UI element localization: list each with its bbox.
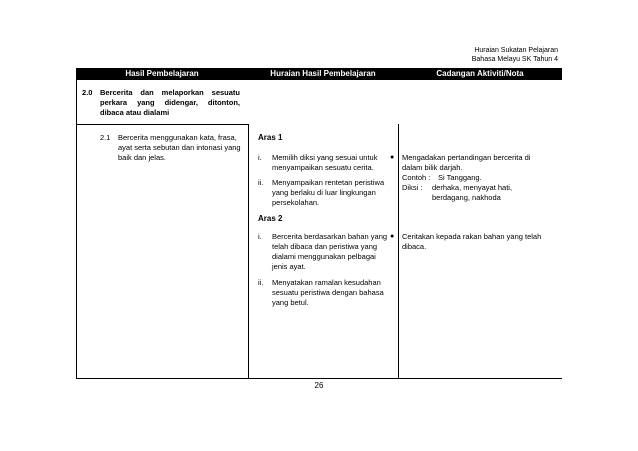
column-header-outcome-description: Huraian Hasil Pembelajaran [270, 69, 376, 78]
document-header-title: Huraian Sukatan Pelajaran [474, 47, 558, 54]
bullet-icon: ● [390, 233, 395, 240]
level-2-item-2-marker: ii. [258, 278, 264, 287]
level-2-item-2-text: Menyatakan ramalan kesudahan sesuatu peristiwa dengan bahasa yang betul. [272, 278, 384, 307]
activity-1-example-value: Si Tanggang. [438, 173, 482, 182]
document-header-subtitle: Bahasa Melayu SK Tahun 4 [471, 56, 558, 63]
activity-1-diksi-value-1: derhaka, menyayat hati, [432, 183, 513, 192]
activity-1-diksi-value-2: berdagang, nakhoda [432, 193, 501, 202]
section-row-divider [76, 124, 248, 125]
level-2-item-1-marker: i. [258, 232, 262, 241]
level-1-item-2-marker: ii. [258, 178, 264, 187]
table-border-bottom [76, 378, 562, 379]
activity-1-example-label: Contoh : [402, 173, 431, 182]
level-1-item-2-text: Menyampaikan rentetan peristiwa yang berlaku di luar lingkungan persekolahan. [272, 178, 385, 207]
activity-1-text: Mengadakan pertandingan bercerita di dalam bilik darjah. [402, 153, 531, 172]
level-1-title: Aras 1 [258, 133, 283, 142]
activity-2-text: Ceritakan kepada rakan bahan yang telah dibaca. [402, 232, 542, 251]
level-1-item-1-text: Memilih diksi yang sesuai untuk menyampaikan sesuatu cerita. [272, 153, 378, 172]
column-header-learning-outcome: Hasil Pembelajaran [125, 69, 199, 78]
activity-1-diksi-label: Diksi : [402, 183, 423, 192]
bullet-icon: ● [390, 154, 395, 161]
column-divider-1 [248, 124, 249, 378]
column-divider-2 [398, 124, 399, 378]
level-2-title: Aras 2 [258, 214, 283, 223]
page-number: 26 [314, 381, 324, 390]
level-2-item-1-text: Bercerita berdasarkan bahan yang telah dibaca dan peristiwa yang dialami menggunakan pelbagai jenis ayat. [272, 232, 388, 271]
section-title: Bercerita dan melaporkan sesuatu perkara yang didengar, ditonton, dibaca atau dialami [100, 88, 240, 117]
outcome-number: 2.1 [100, 133, 111, 142]
level-1-item-1-marker: i. [258, 153, 262, 162]
table-header-row [76, 68, 562, 80]
section-number: 2.0 [82, 88, 93, 97]
syllabus-table [76, 68, 562, 378]
outcome-text: Bercerita menggunakan kata, frasa, ayat serta sebutan dan intonasi yang baik dan jelas. [118, 133, 241, 162]
column-header-suggested-activities: Cadangan Aktiviti/Nota [436, 69, 524, 78]
